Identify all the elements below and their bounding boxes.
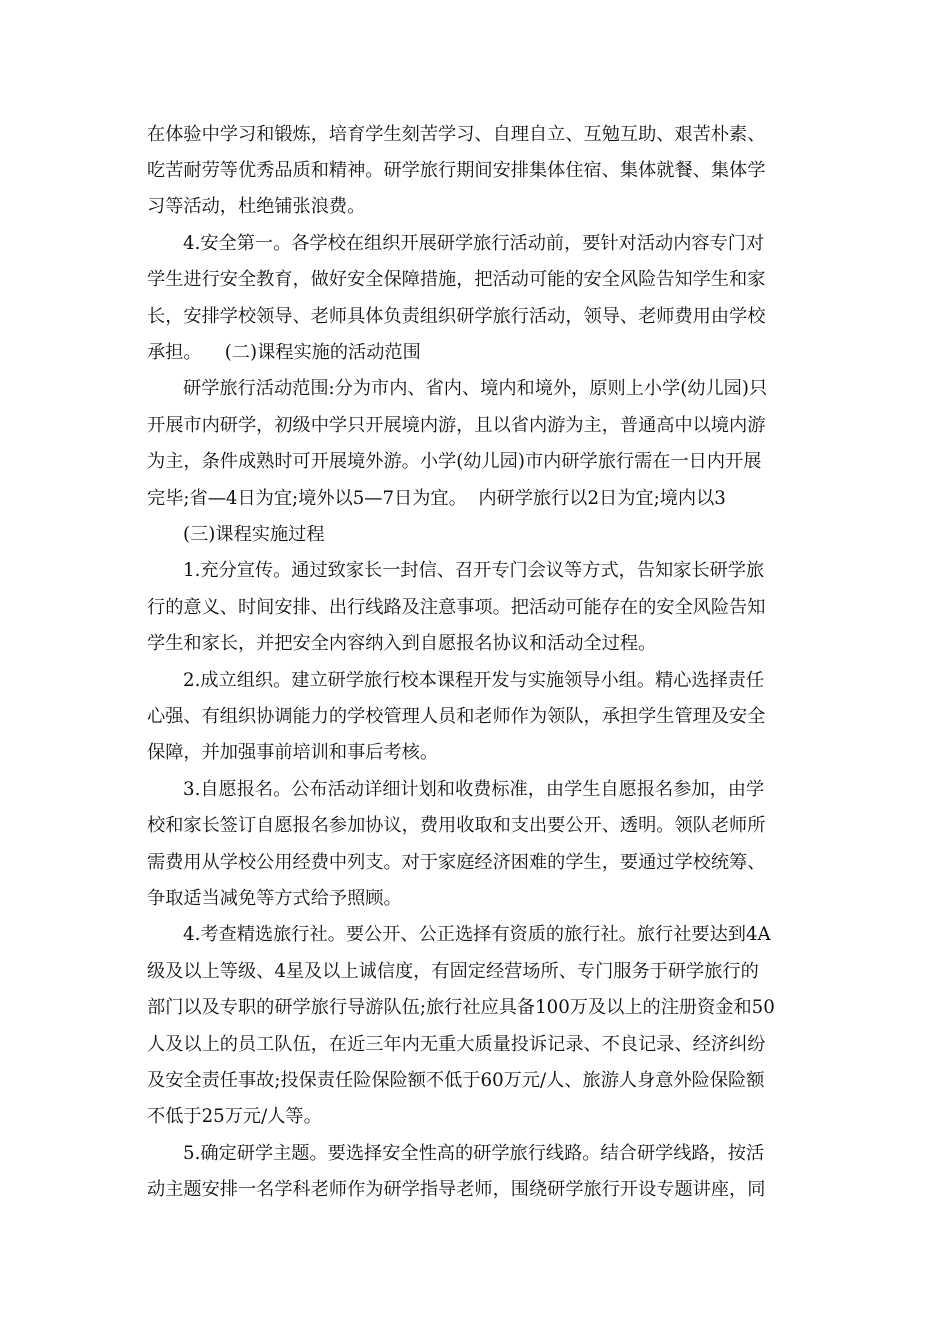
text-line: 动主题安排一名学科老师作为研学指导老师，围绕研学旅行开设专题讲座，同: [147, 1179, 766, 1200]
text-line: 学生进行安全教育，做好安全保障措施，把活动可能的安全风险告知学生和家: [147, 269, 766, 290]
text-line: 人及以上的员工队伍，在近三年内无重大质量投诉记录、不良记录、经济纠纷: [147, 1034, 766, 1055]
text-line: 完毕;省—4日为宜;境外以5—7日为宜。 内研学旅行以2日为宜;境内以3: [147, 488, 726, 509]
text-line: 及安全责任事故;投保责任险保险额不低于60万元/人、旅游人身意外险保险额: [147, 1070, 765, 1091]
text-line: 校和家长签订自愿报名参加协议，费用收取和支出要公开、透明。领队老师所: [147, 815, 766, 836]
text-line: 部门以及专职的研学旅行导游队伍;旅行社应具备100万及以上的注册资金和50: [147, 997, 775, 1018]
section-heading: (三)课程实施过程: [183, 524, 325, 545]
text-line: 心强、有组织协调能力的学校管理人员和老师作为领队，承担学生管理及安全: [147, 706, 766, 727]
text-line: 为主，条件成熟时可开展境外游。小学(幼儿园)市内研学旅行需在一日内开展: [147, 451, 762, 472]
text-line: 争取适当减免等方式给予照顾。: [147, 888, 402, 909]
text-line: 承担。 (二)课程实施的活动范围: [147, 342, 421, 363]
text-line: 学生和家长，并把安全内容纳入到自愿报名协议和活动全过程。: [147, 633, 657, 654]
text-line: 开展市内研学，初级中学只开展境内游，且以省内游为主，普通高中以境内游: [147, 415, 766, 436]
text-line: 5.确定研学主题。要选择安全性高的研学旅行线路。结合研学线路，按活: [183, 1143, 765, 1164]
text-line: 行的意义、时间安排、出行线路及注意事项。把活动可能存在的安全风险告知: [147, 597, 766, 618]
text-line: 1.充分宣传。通过致家长一封信、召开专门会议等方式，告知家长研学旅: [183, 560, 765, 581]
text-line: 研学旅行活动范围:分为市内、省内、境内和境外，原则上小学(幼儿园)只: [183, 378, 768, 399]
text-line: 需费用从学校公用经费中列支。对于家庭经济困难的学生，要通过学校统筹、: [147, 852, 766, 873]
text-line: 长，安排学校领导、老师具体负责组织研学旅行活动，领导、老师费用由学校: [147, 306, 766, 327]
text-line: 3.自愿报名。公布活动详细计划和收费标准，由学生自愿报名参加，由学: [183, 779, 765, 800]
text-line: 2.成立组织。建立研学旅行校本课程开发与实施领导小组。精心选择责任: [183, 670, 765, 691]
text-line: 习等活动，杜绝铺张浪费。: [147, 196, 366, 217]
text-line: 吃苦耐劳等优秀品质和精神。研学旅行期间安排集体住宿、集体就餐、集体学: [147, 160, 766, 181]
text-line: 4.安全第一。各学校在组织开展研学旅行活动前，要针对活动内容专门对: [183, 233, 765, 254]
text-line: 保障，并加强事前培训和事后考核。: [147, 742, 439, 763]
text-line: 级及以上等级、4星及以上诚信度，有固定经营场所、专门服务于研学旅行的: [147, 961, 759, 982]
text-line: 4.考查精选旅行社。要公开、公正选择有资质的旅行社。旅行社要达到4A: [183, 924, 771, 945]
text-line: 不低于25万元/人等。: [147, 1106, 322, 1127]
text-line: 在体验中学习和锻炼，培育学生刻苦学习、自理自立、互勉互助、艰苦朴素、: [147, 124, 766, 145]
